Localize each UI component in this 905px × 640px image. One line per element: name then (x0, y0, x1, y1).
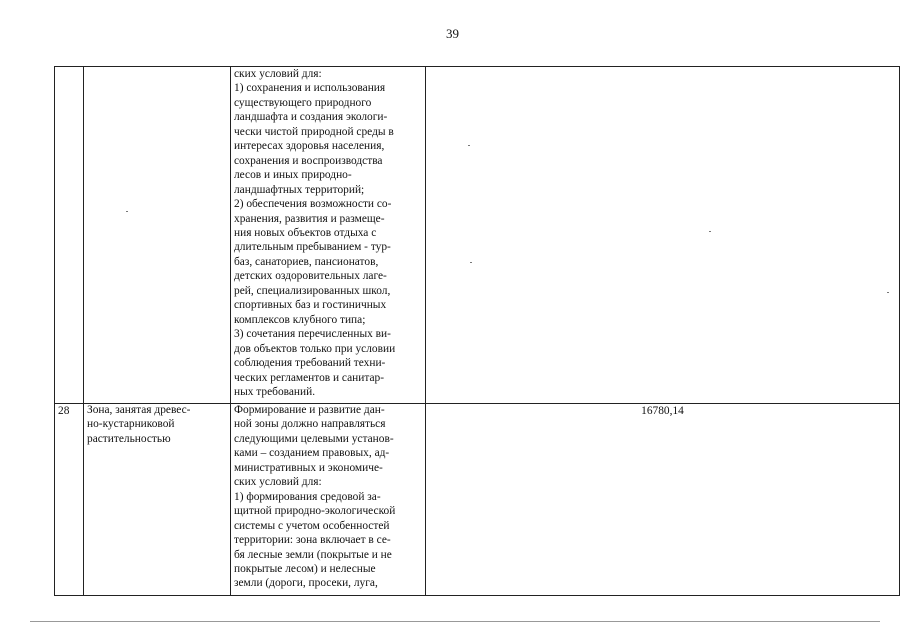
zone-name-cell (84, 404, 231, 596)
page-number: 39 (446, 26, 459, 41)
text-line: ландшафта и создания экологи- (234, 111, 388, 124)
text-line: земли (дороги, просеки, луга, (234, 577, 378, 590)
row-number-cell: 28 (55, 404, 84, 596)
text-line: хранения, развития и размеще- (234, 212, 385, 225)
area-cell (426, 67, 900, 404)
text-line: существующего природного (234, 96, 372, 109)
text-line: министративных и экономиче- (234, 461, 383, 474)
text-line: чески чистой природной среды в (234, 125, 394, 138)
text-line: баз, санаториев, пансионатов, (234, 255, 379, 268)
text-line: спортивных баз и гостиничных (234, 299, 387, 312)
text-line: ческих регламентов и санитар- (234, 371, 385, 384)
scan-speck (126, 211, 128, 212)
text-line: детских оздоровительных лаге- (234, 270, 387, 283)
zones-table (54, 66, 900, 596)
text-line: 1) сохранения и использования (234, 82, 386, 95)
text-line: интересах здоровья населения, (234, 140, 385, 153)
text-line: системы с учетом особенностей (234, 519, 390, 532)
text-line: ландшафтных территорий; (234, 183, 365, 196)
text-line: ной зоны должно направляться (234, 418, 386, 431)
text-line: но-кустарниковой (87, 418, 175, 431)
scan-speck (470, 262, 472, 263)
text-line: растительностью (87, 432, 171, 445)
zone-name-cell (84, 67, 231, 404)
text-line: ских условий для: (234, 68, 322, 80)
table-row (55, 404, 900, 596)
table-row (55, 67, 900, 404)
text-line: рей, специализированных школ, (234, 284, 391, 297)
text-line: ских условий для: (234, 476, 322, 489)
text-line: лесов и иных природно- (234, 169, 352, 182)
text-line: дов объектов только при условии (234, 342, 396, 355)
text-line: длительным пребыванием - тур- (234, 241, 391, 254)
text-line: покрытые лесом) и нелесные (234, 562, 376, 575)
text-line: сохранения и воспроизводства (234, 154, 383, 167)
scan-speck (468, 145, 470, 146)
text-line: комплексов клубного типа; (234, 313, 366, 326)
scan-speck (709, 231, 711, 232)
text-line: соблюдения требований техни- (234, 357, 386, 370)
description-cell (231, 67, 426, 404)
text-line: 2) обеспечения возможности со- (234, 198, 392, 211)
text-line: щитной природно-экологической (234, 505, 396, 518)
description-cell (231, 404, 426, 596)
text-line: Зона, занятая древес- (87, 404, 191, 416)
text-line: ками – созданием правовых, ад- (234, 447, 390, 460)
text-line: 1) формирования средовой за- (234, 490, 381, 503)
text-line: 3) сочетания перечисленных ви- (234, 328, 391, 341)
text-line: ния новых объектов отдыха с (234, 226, 377, 239)
text-line: следующими целевыми установ- (234, 432, 394, 445)
text-line: бя лесные земли (покрытые и не (234, 548, 392, 561)
area-cell: 16780,14 (426, 404, 900, 596)
text-line: территории: зона включает в се- (234, 534, 391, 547)
scan-bottom-rule (30, 621, 880, 622)
scan-speck (887, 292, 889, 293)
text-line: ных требований. (234, 385, 316, 398)
row-number-cell (55, 67, 84, 404)
text-line: Формирование и развитие дан- (234, 404, 385, 416)
